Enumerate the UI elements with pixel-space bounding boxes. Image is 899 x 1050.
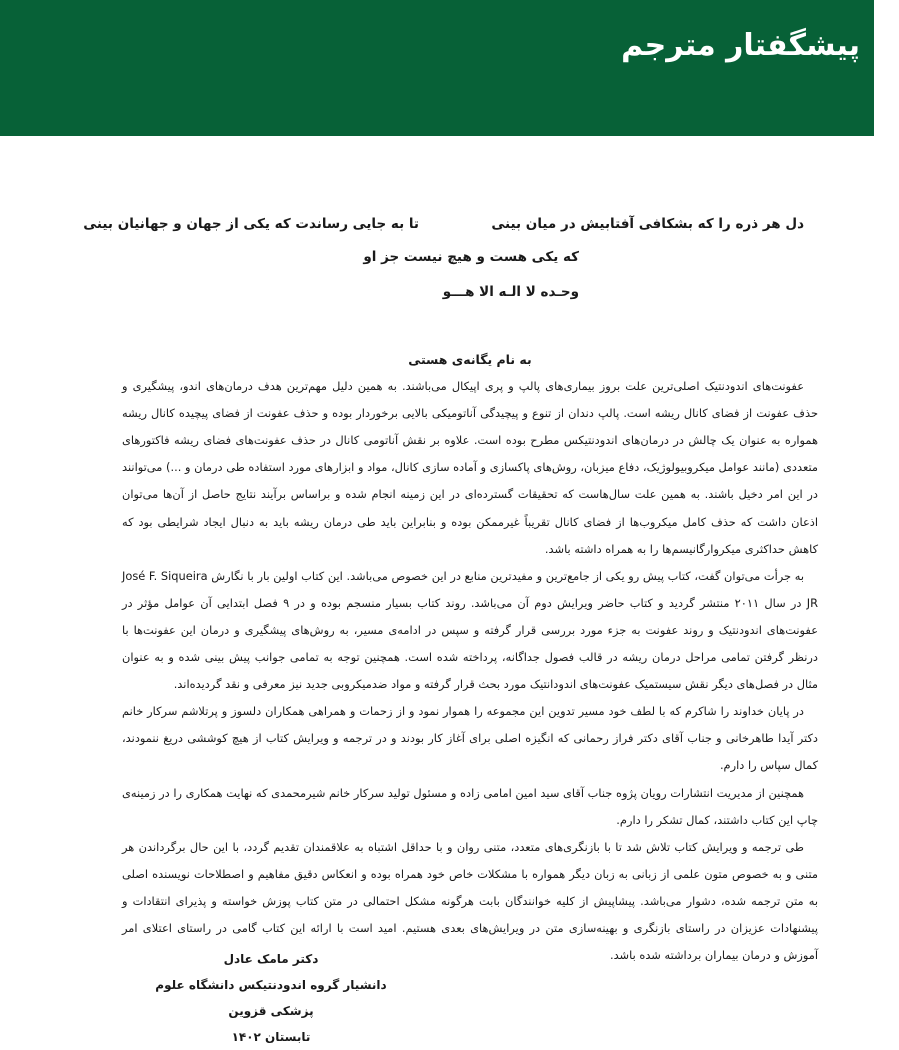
signature-date: تابستان ۱۴۰۲: [231, 1030, 311, 1044]
preface-body: [122, 346, 818, 969]
poem-verse-3: وحـده لا الـه الا هـــو: [442, 284, 579, 300]
poem-verse-2: که یکی هست و هیچ نیست جز او: [363, 249, 579, 265]
invocation-heading: به نام یگانه‌ی هستی: [408, 352, 532, 367]
signature-affiliation: دانشیار گروه اندودنتیکس دانشگاه علوم پزشکی قزوین: [155, 978, 387, 1018]
preface-paragraph-4: همچنین از مدیریت انتشارات رویان پژوه جناب آقای سید امین امامی زاده و مسئول تولید سرکار خانم شیرمحمدی که نهایت همکاری را در زمینه‌ی چاپ این کتاب داشتند، کمال تشکر را دارم.: [122, 785, 818, 827]
translator-signature: [140, 946, 402, 1050]
signature-name: دکتر مامک عادل: [223, 952, 319, 966]
preface-paragraph-2: به جرأت می‌توان گفت، کتاب پیش رو یکی از جامع‌ترین و مفیدترین منابع در این خصوص می‌باشد. این کتاب اولین بار با نگارش José F. Siqueira JR در سال ۲۰۱۱ منتشر گردید و کتاب حاضر ویرایش دوم آن می‌باشد. روند کتاب بسیار منسجم بوده و در ۹ فصل ابتدایی آن عوامل مؤثر در عفونت‌های اندودنتیک و روند عفونت به جزء مورد بررسی قرار گرفته و سپس در ادامه‌ی مسیر، به روش‌های پیشگیری و درمان این عفونت‌ها با درنظر گرفتن تمامی مراحل درمان ریشه در قالب فصول جداگانه، پرداخته شده است. همچنین توجه به تمامی جوانب پیش بینی شده و به عنوان مثال در فصل‌های دیگر نقش سیستمیک عفونت‌های اندودانتیک مورد بحث قرار گرفته و مواد ضدمیکروبی جدید نیز معرفی و نقد گردیده‌اند.: [122, 568, 818, 692]
poem-verse-1-hemistich-2: تا به جایی رساندت که یکی از جهان و جهانیان بینی: [83, 216, 419, 232]
poem-verse-1-hemistich-1: دل هر ذره را که بشکافی آفتابیش در میان بینی: [491, 216, 804, 232]
chapter-header-band: [0, 0, 874, 136]
page-title: پیشگفتار مترجم: [621, 28, 860, 63]
preface-paragraph-5: طی ترجمه و ویرایش کتاب تلاش شد تا با بازنگری‌های متعدد، متنی روان و با حداقل اشتباه به علاقمندان تقدیم گردد، با این حال برگرداندن هر متنی و به خصوص متون علمی از زبانی به زبان دیگر همواره با مشکلات خاص خود همراه بوده و انعکاس دقیق مفاهیم و اصطلاحات نویسنده اصلی به متن ترجمه شده، دشوار می‌باشد. پیشاپیش از کلیه خوانندگان بابت هرگونه مشکل احتمالی در متن کتاب پوزش خواسته و پذیرای انتقادات و پیشنهادات عزیزان در راستای بازنگری و بهینه‌سازی متن در ویرایش‌های بعدی هستیم. امید است با ارائه این کتاب گامی در راستای اعتلای امر آموزش و درمان بیماران برداشته شده باشد.: [122, 839, 818, 963]
preface-paragraph-1: عفونت‌های اندودنتیک اصلی‌ترین علت بروز بیماری‌های پالپ و پری اپیکال می‌باشند. به همین دلیل مهم‌ترین هدف درمان‌های اندو، پیشگیری و حذف عفونت از فضای کانال ریشه است. پالپ دندان از تنوع و پیچیدگی آناتومیکی بالایی برخوردار بوده و حذف عفونت از فضای پیچیده کانال ریشه همواره به عنوان یک چالش در درمان‌های اندودنتیکس مطرح بوده است. علاوه بر نقش آناتومی کانال در حذف عفونت‌های فضای ریشه فاکتورهای متعددی (مانند عوامل میکروبیولوژیک، دفاع میزبان، روش‌های پاکسازی و آماده سازی کانال، مواد و ابزارهای مورد استفاده طی درمان و ...) می‌توانند در این امر دخیل باشند. به همین علت سال‌هاست که تحقیقات گسترده‌ای در این زمینه انجام شده و براساس برآیند نتایج حاصل از آن‌ها می‌توان اذعان داشت که حذف کامل میکروب‌ها از فضای کانال تقریباً غیرممکن بوده و بنابراین باید طی درمان ریشه باید به دنبال ایجاد شرایطی بود که کاهش حداکثری میکروارگانیسم‌ها را به همراه داشته باشد.: [122, 379, 818, 556]
preface-paragraph-3: در پایان خداوند را شاکرم که با لطف خود مسیر تدوین این مجموعه را هموار نمود و از زحمات و همراهی همکاران دلسوز و پرتلاشم سرکار خانم دکتر آیدا طاهرخانی و جناب آقای دکتر فراز رحمانی که انگیزه اصلی برای آغاز کار بودند و در ترجمه و ویرایش کتاب از هیچ کوششی دریغ ننمودند، کمال سپاس را دارم.: [122, 704, 818, 773]
